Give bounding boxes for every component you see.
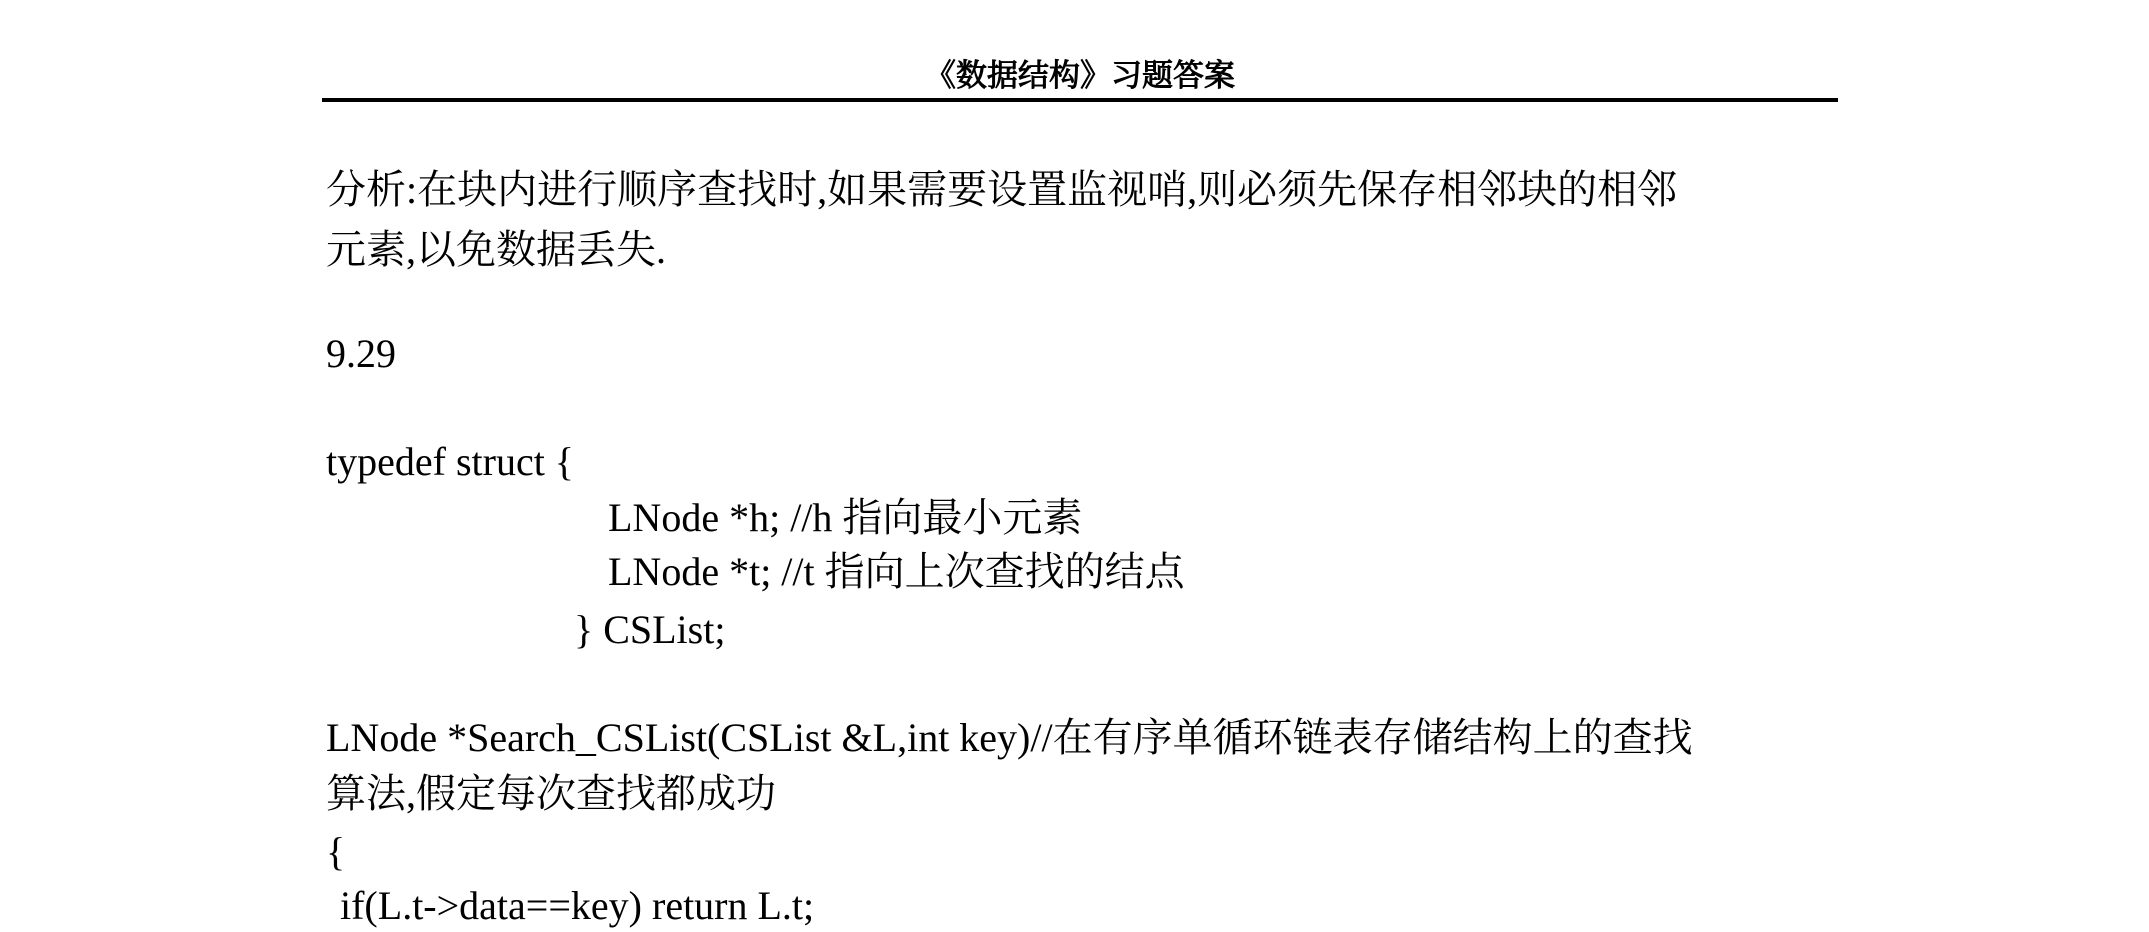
analysis-text-line-1: 分析:在块内进行顺序查找时,如果需要设置监视哨,则必须先保存相邻块的相邻 bbox=[326, 167, 1678, 212]
page-header-title: 《数据结构》习题答案 bbox=[925, 58, 1235, 93]
section-number: 9.29 bbox=[326, 331, 396, 376]
code-typedef-line: typedef struct { bbox=[326, 439, 575, 484]
code-field-t: LNode *t; //t 指向上次查找的结点 bbox=[608, 549, 1185, 594]
function-open-brace: { bbox=[326, 829, 346, 874]
function-signature-line-1: LNode *Search_CSList(CSList &L,int key)//在有序单循环链表存储结构上的查找 bbox=[326, 715, 1693, 760]
header-divider bbox=[322, 98, 1838, 102]
function-partial-code-line: if(L.t->data==key) return L.t; bbox=[340, 883, 815, 928]
code-struct-close: } CSList; bbox=[574, 607, 726, 652]
code-field-h: LNode *h; //h 指向最小元素 bbox=[608, 495, 1083, 540]
function-signature-line-2: 算法,假定每次查找都成功 bbox=[326, 771, 776, 816]
analysis-text-line-2: 元素,以免数据丢失. bbox=[326, 227, 666, 272]
